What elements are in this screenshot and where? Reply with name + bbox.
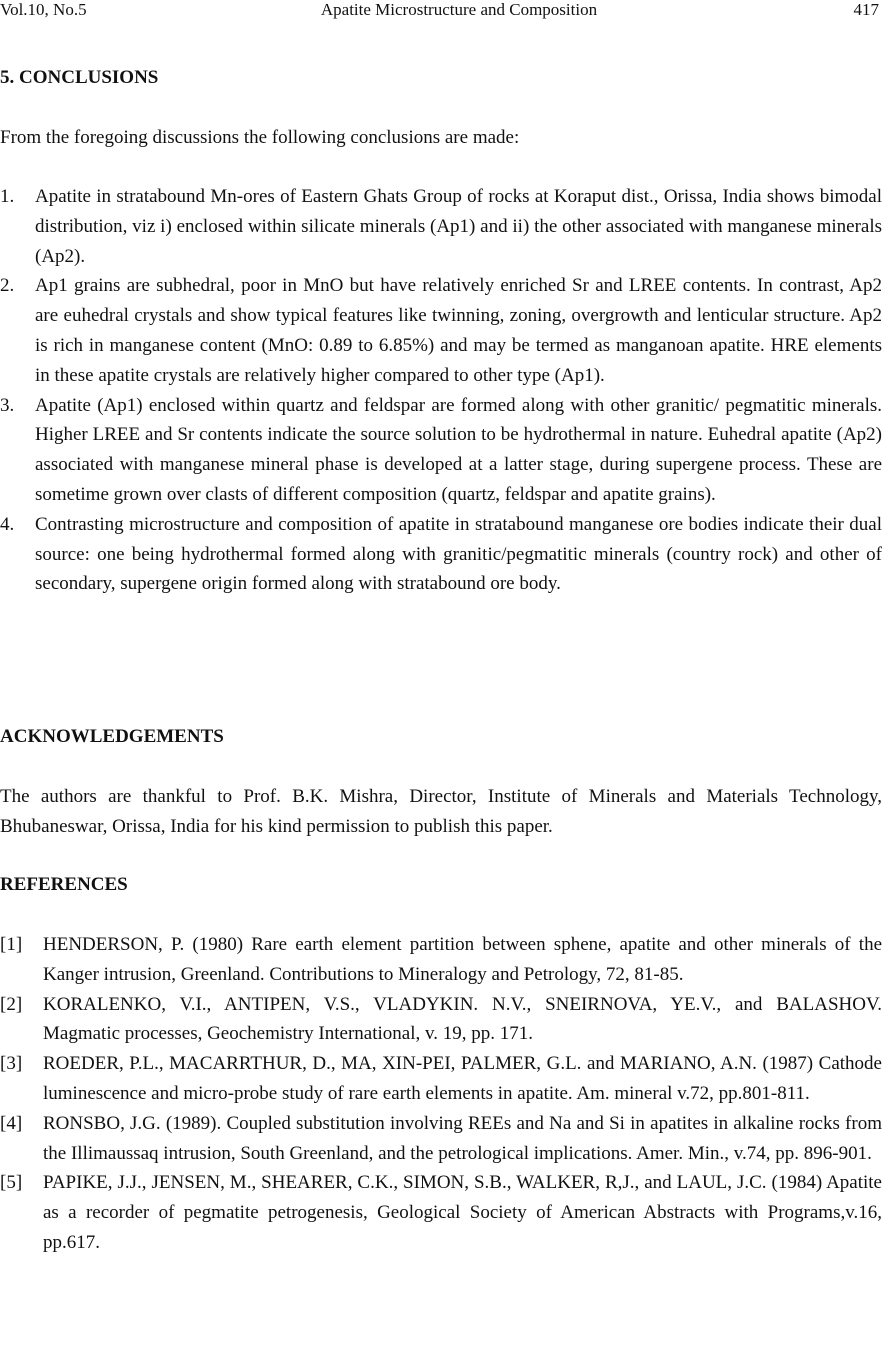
reference-text: PAPIKE, J.J., JENSEN, M., SHEARER, C.K., SIMON, S.B., WALKER, R,J., and LAUL, J.C. (1984) Apatite as a recorder of pegmatite petrogenesis, Geological Society of American Abstracts with Programs,v.16, pp.617. — [43, 1172, 882, 1253]
conclusions-heading: 5. CONCLUSIONS — [0, 67, 159, 88]
list-item — [0, 510, 882, 599]
conclusions-list — [0, 182, 882, 599]
reference-text: ROEDER, P.L., MACARRTHUR, D., MA, XIN-PEI, PALMER, G.L. and MARIANO, A.N. (1987) Cathode luminescence and micro-probe study of rare earth elements in apatite. Am. mineral v.72, pp.801-811. — [43, 1053, 882, 1104]
reference-item — [0, 1049, 882, 1109]
reference-text: KORALENKO, V.I., ANTIPEN, V.S., VLADYKIN. N.V., SNEIRNOVA, YE.V., and BALASHOV. Magmatic processes, Geochemistry International, v. 19, pp. 171. — [43, 993, 882, 1045]
list-item — [0, 271, 882, 390]
reference-item — [0, 990, 882, 1050]
reference-number: [1] — [0, 934, 23, 955]
list-item-text: Apatite in stratabound Mn-ores of Eastern Ghats Group of rocks at Koraput dist., Orissa, India shows bimodal distribution, viz i) enclosed within silicate minerals (Ap1) and ii) the other associated with manganese minerals (Ap2). — [35, 186, 882, 267]
reference-item — [0, 1109, 882, 1169]
reference-item — [0, 930, 882, 990]
list-item-number: 1. — [0, 186, 15, 207]
references-heading: REFERENCES — [0, 874, 128, 895]
conclusions-intro: From the foregoing discussions the following conclusions are made: — [0, 127, 520, 148]
reference-text: RONSBO, J.G. (1989). Coupled substitution involving REEs and Na and Si in apatites in alkaline rocks from the Illimaussaq intrusion, South Greenland, and the petrological implications. Amer. Min., v.74, pp. 896-901. — [43, 1112, 882, 1164]
reference-number: [3] — [0, 1053, 23, 1075]
header-title: Apatite Microstructure and Composition — [320, 0, 598, 19]
list-item — [0, 182, 882, 271]
header-volume: Vol.10, No.5 — [0, 0, 87, 19]
running-header — [0, 0, 882, 22]
references-list — [0, 930, 882, 1258]
list-item-text: Ap1 grains are subhedral, poor in MnO but have relatively enriched Sr and LREE contents. In contrast, Ap2 are euhedral crystals and show typical features like twinning, zoning, overgrowth and lenticular structure. Ap2 is rich in manganese content (MnO: 0.89 to 6.85%) and may be termed as manganoan apatite. HRE elements in these apatite crystals are relatively higher compared to other type (Ap1). — [35, 275, 882, 386]
list-item-text: Contrasting microstructure and composition of apatite in stratabound manganese ore bodies indicate their dual source: one being hydrothermal formed along with granitic/pegmatitic minerals (country rock) and other of secondary, supergene origin formed along with stratabound ore body. — [35, 513, 882, 595]
page-number: 417 — [853, 0, 879, 19]
reference-number: [5] — [0, 1172, 23, 1194]
acknowledgements-text: The authors are thankful to Prof. B.K. Mishra, Director, Institute of Minerals and Materials Technology, Bhubaneswar, Orissa, India for his kind permission to publish this paper. — [0, 786, 882, 837]
reference-text: HENDERSON, P. (1980) Rare earth element partition between sphene, apatite and other minerals of the Kanger intrusion, Greenland. Contributions to Mineralogy and Petrology, 72, 81-85. — [43, 934, 882, 985]
reference-number: [2] — [0, 993, 23, 1015]
list-item — [0, 391, 882, 510]
reference-item — [0, 1168, 882, 1257]
list-item-number: 3. — [0, 394, 15, 416]
list-item-number: 2. — [0, 275, 15, 297]
reference-number: [4] — [0, 1112, 23, 1134]
list-item-text: Apatite (Ap1) enclosed within quartz and feldspar are formed along with other granitic/ pegmatitic minerals. Higher LREE and Sr contents indicate the source solution to be hydrothermal in nature. Euhedral apatite (Ap2) associated with manganese mineral phase is developed at a latter stage, during supergene process. These are sometime grown over clasts of different composition (quartz, feldspar and apatite grains). — [35, 394, 882, 505]
list-item-number: 4. — [0, 513, 15, 535]
acknowledgements-heading: ACKNOWLEDGEMENTS — [0, 726, 224, 747]
